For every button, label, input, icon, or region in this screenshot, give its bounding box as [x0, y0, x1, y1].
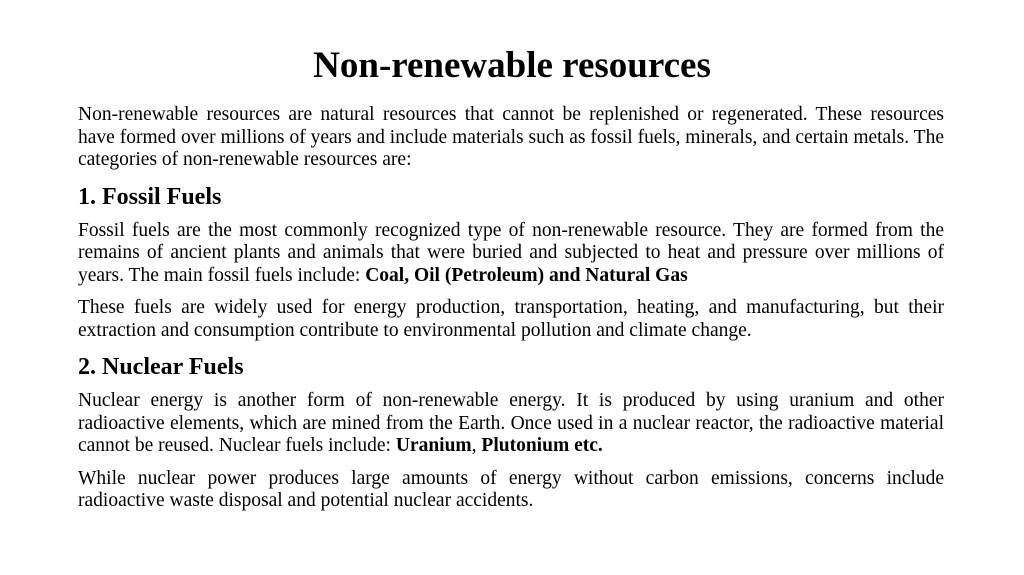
slide-title: Non-renewable resources: [313, 45, 711, 86]
fossil-fuels-heading: 1. Fossil Fuels: [78, 183, 222, 210]
fossil-fuels-paragraph: [78, 220, 944, 288]
nuclear-fuel-plutonium: Plutonium etc.: [481, 435, 603, 456]
nuclear-fuels-concerns-paragraph: While nuclear power produces large amounts of energy without carbon emissions, concerns include radioactive waste disposal and potential nuclear accidents.: [78, 467, 944, 511]
fossil-fuels-text: Fossil fuels are the most commonly recognized type of non-renewable resource. They are formed from the remains of ancient plants and animals that were buried and subjected to heat and pressure over millions of years. The main fossil fuels include:: [78, 219, 944, 286]
slide-content: [78, 104, 944, 523]
nuclear-fuels-paragraph: [78, 390, 944, 458]
nuclear-fuels-text: Nuclear energy is another form of non-renewable energy. It is produced by using uranium and other radioactive elements, which are mined from the Earth. Once used in a nuclear reactor, the radioactive material cannot be reused. Nuclear fuels include:: [78, 390, 944, 456]
nuclear-fuel-uranium: Uranium: [395, 435, 472, 456]
fossil-fuels-list: Coal, Oil (Petroleum) and Natural Gas: [365, 264, 688, 286]
fossil-fuels-impact-paragraph: These fuels are widely used for energy production, transportation, heating, and manufacturing, but their extraction and consumption contribute to environmental pollution and climate change.: [78, 297, 944, 341]
nuclear-fuels-separator: ,: [471, 435, 482, 456]
nuclear-fuels-heading: 2. Nuclear Fuels: [78, 354, 244, 380]
intro-paragraph: Non-renewable resources are natural resources that cannot be replenished or regenerated. These resources have formed over millions of years and include materials such as fossil fuels, minerals, and certain metals. The categories of non-renewable resources are:: [78, 104, 944, 170]
